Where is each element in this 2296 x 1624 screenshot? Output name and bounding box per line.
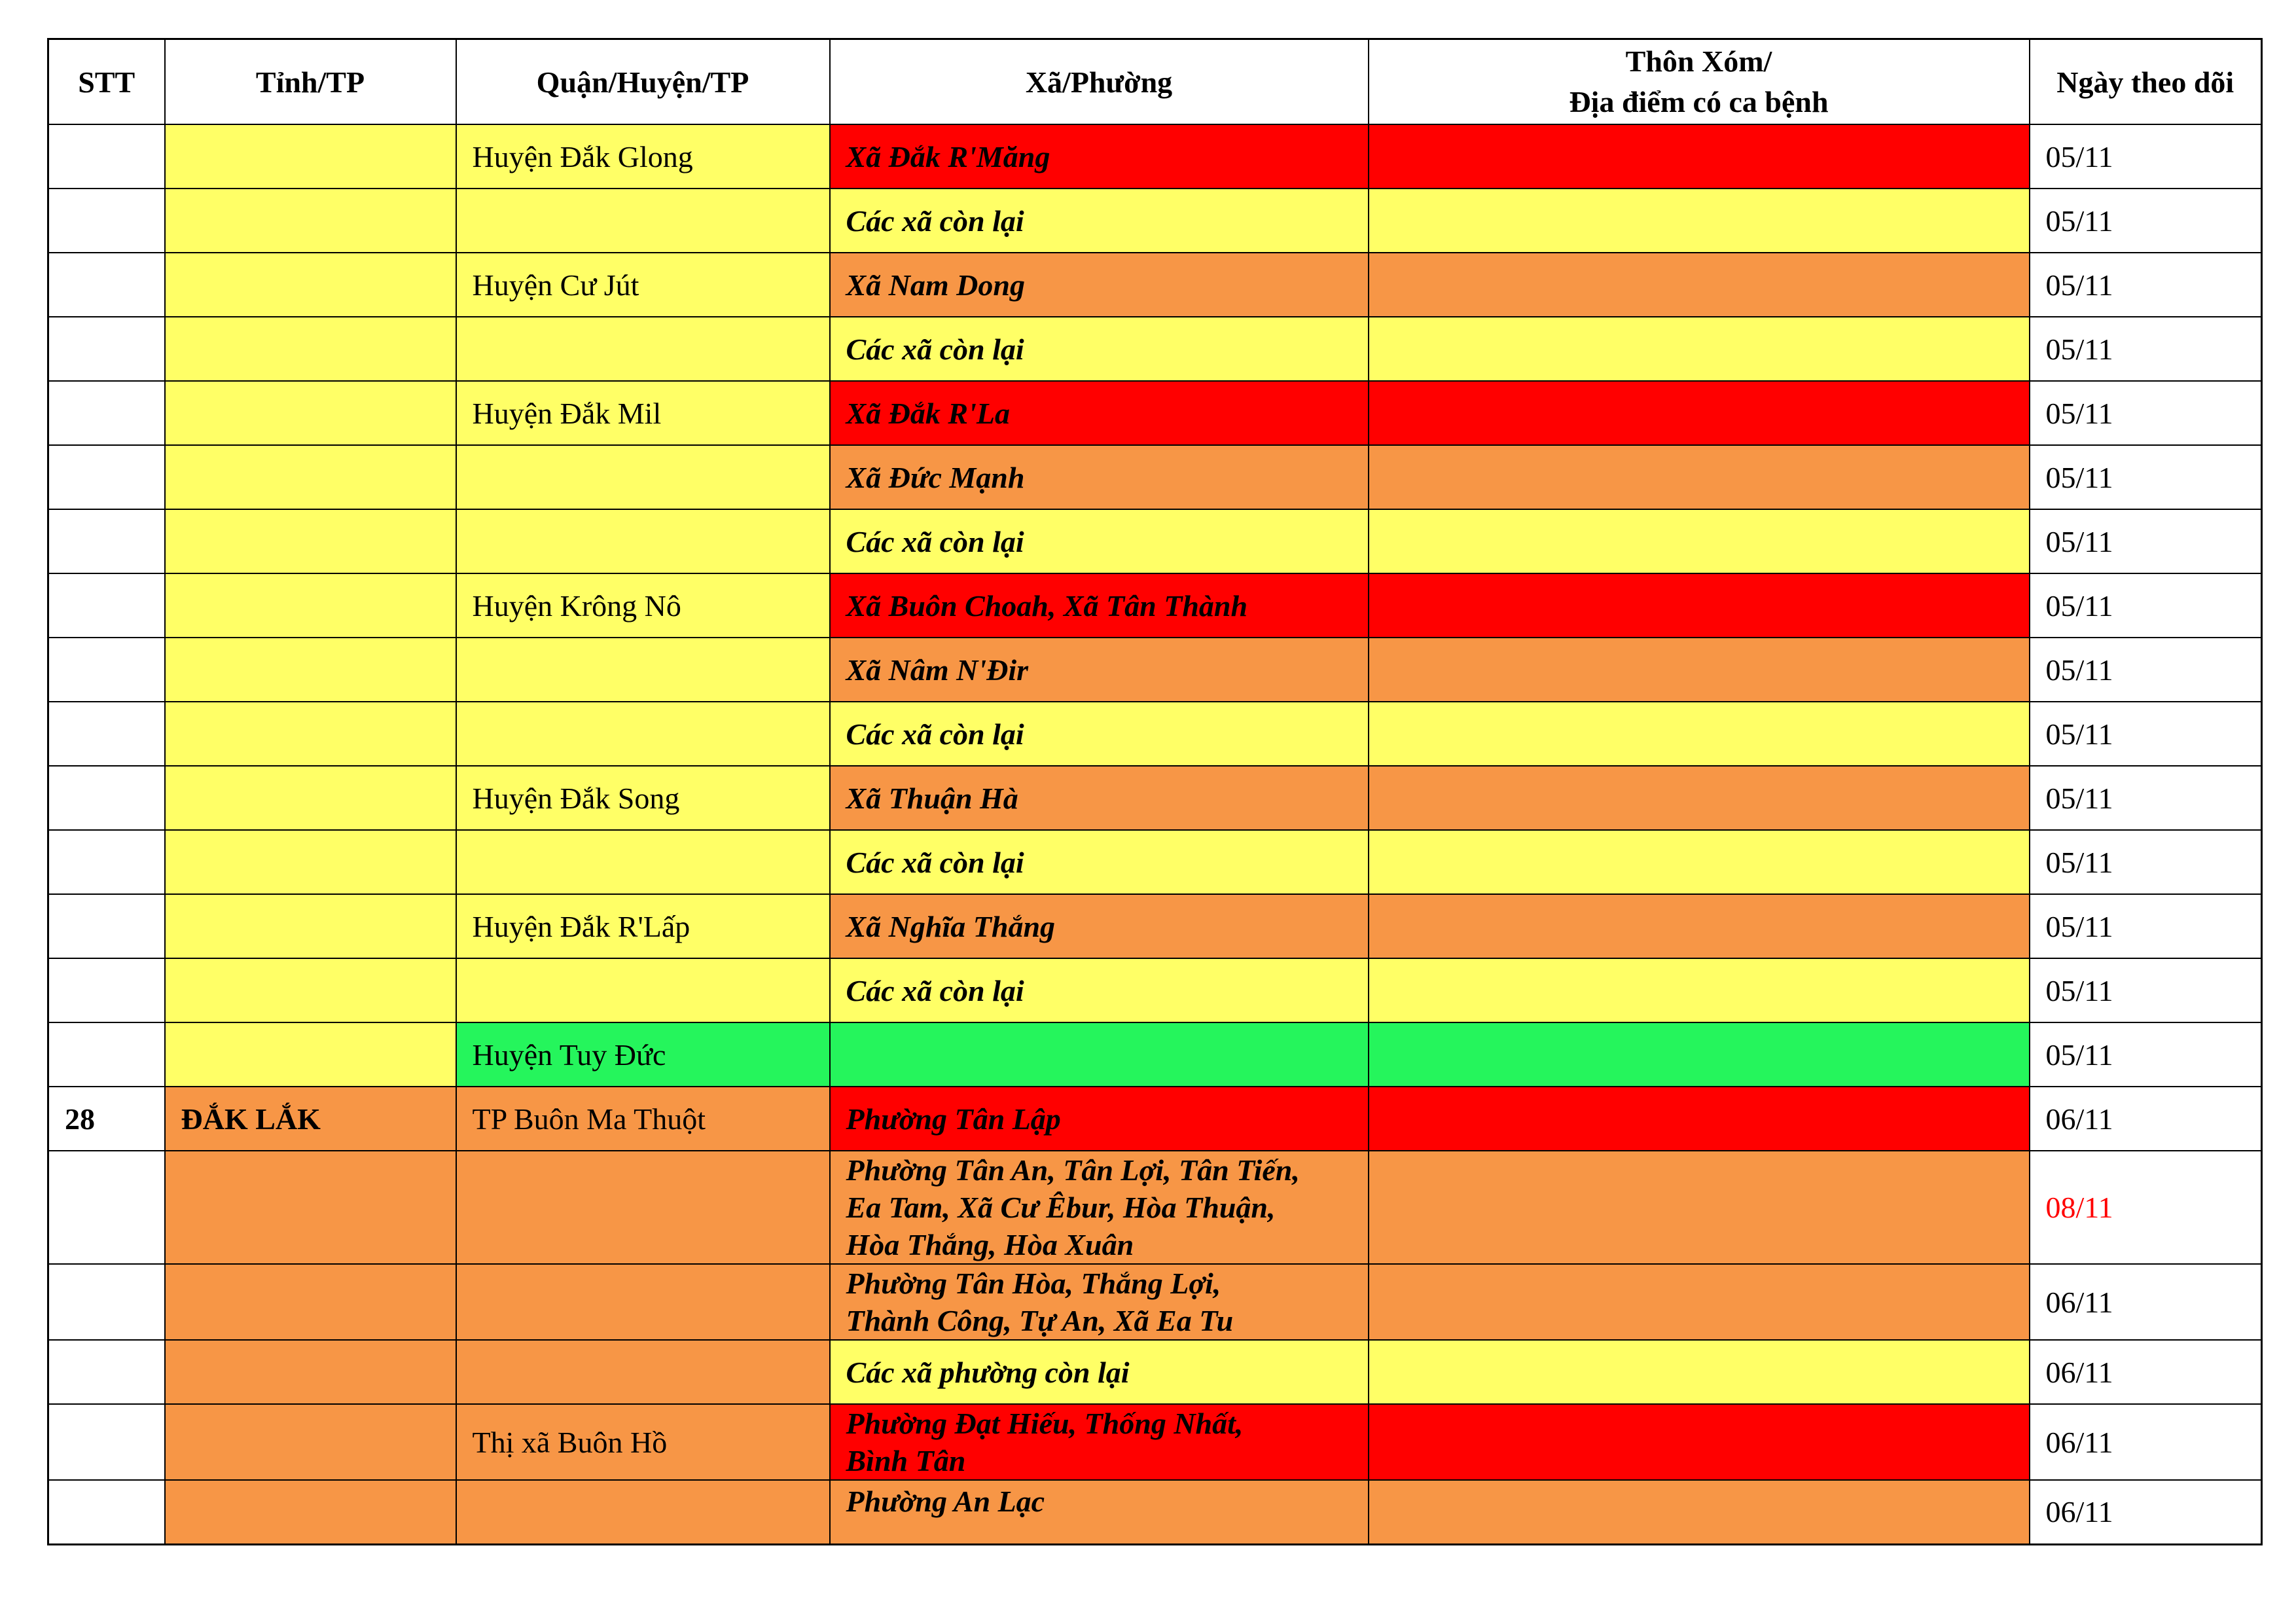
ward-cell bbox=[830, 1151, 1369, 1264]
date-cell: 05/11 bbox=[2030, 317, 2262, 381]
stt-cell bbox=[48, 1022, 165, 1087]
stt-cell bbox=[48, 1404, 165, 1480]
district-cell bbox=[456, 638, 830, 702]
table-row bbox=[48, 573, 2262, 638]
ward-line: Ea Tam, Xã Cư Êbur, Hòa Thuận, bbox=[846, 1191, 1276, 1224]
date-cell: 05/11 bbox=[2030, 638, 2262, 702]
header-location-line: Thôn Xóm/ bbox=[1625, 45, 1772, 78]
ward-cell bbox=[830, 253, 1369, 317]
stt-cell bbox=[48, 189, 165, 253]
ward-cell bbox=[830, 445, 1369, 509]
ward-line: Xã Nghĩa Thắng bbox=[846, 909, 1056, 943]
district-cell bbox=[456, 189, 830, 253]
ward-cell bbox=[830, 1264, 1369, 1340]
district-cell bbox=[456, 1264, 830, 1340]
table-row bbox=[48, 317, 2262, 381]
stt-cell bbox=[48, 958, 165, 1022]
stt-cell bbox=[48, 317, 165, 381]
district-cell: Huyện Tuy Đức bbox=[456, 1022, 830, 1087]
ward-line: Các xã còn lại bbox=[846, 845, 1024, 879]
ward-line: Bình Tân bbox=[846, 1444, 966, 1477]
table-row bbox=[48, 1087, 2262, 1151]
header-district: Quận/Huyện/TP bbox=[456, 39, 830, 125]
location-cell bbox=[1369, 1264, 2030, 1340]
location-cell bbox=[1369, 509, 2030, 573]
ward-line: Các xã còn lại bbox=[846, 524, 1024, 558]
province-cell bbox=[165, 253, 456, 317]
province-cell bbox=[165, 958, 456, 1022]
district-cell bbox=[456, 958, 830, 1022]
location-cell bbox=[1369, 766, 2030, 830]
location-cell bbox=[1369, 1480, 2030, 1544]
district-cell: Huyện Đắk Mil bbox=[456, 381, 830, 445]
ward-cell bbox=[830, 958, 1369, 1022]
location-cell bbox=[1369, 189, 2030, 253]
ward-cell bbox=[830, 317, 1369, 381]
district-cell: Huyện Đắk R'Lấp bbox=[456, 894, 830, 958]
ward-line: Xã Đắk R'La bbox=[846, 396, 1010, 430]
header-ward: Xã/Phường bbox=[830, 39, 1369, 125]
location-cell bbox=[1369, 253, 2030, 317]
header-location-line: Địa điểm có ca bệnh bbox=[1569, 85, 1829, 118]
date-cell: 05/11 bbox=[2030, 766, 2262, 830]
stt-cell: 28 bbox=[48, 1087, 165, 1151]
ward-cell bbox=[830, 766, 1369, 830]
table-row bbox=[48, 830, 2262, 894]
ward-cell bbox=[830, 573, 1369, 638]
location-cell bbox=[1369, 445, 2030, 509]
location-cell bbox=[1369, 573, 2030, 638]
location-cell bbox=[1369, 1404, 2030, 1480]
province-cell bbox=[165, 638, 456, 702]
ward-cell bbox=[830, 1404, 1369, 1480]
ward-line: Các xã còn lại bbox=[846, 332, 1024, 366]
date-cell: 05/11 bbox=[2030, 509, 2262, 573]
date-cell: 05/11 bbox=[2030, 253, 2262, 317]
stt-cell bbox=[48, 509, 165, 573]
district-cell bbox=[456, 445, 830, 509]
date-cell: 05/11 bbox=[2030, 894, 2262, 958]
district-cell: Huyện Đắk Song bbox=[456, 766, 830, 830]
district-cell bbox=[456, 702, 830, 766]
location-cell bbox=[1369, 381, 2030, 445]
location-cell bbox=[1369, 1340, 2030, 1404]
province-cell bbox=[165, 189, 456, 253]
table-header bbox=[48, 39, 2262, 125]
table-row bbox=[48, 894, 2262, 958]
ward-line: Phường An Lạc bbox=[846, 1485, 1045, 1518]
ward-cell bbox=[830, 894, 1369, 958]
table-row bbox=[48, 1340, 2262, 1404]
ward-cell bbox=[830, 1022, 1369, 1087]
ward-line: Các xã phường còn lại bbox=[846, 1355, 1130, 1389]
province-cell bbox=[165, 1264, 456, 1340]
ward-line: Phường Tân An, Tân Lợi, Tân Tiến, bbox=[846, 1153, 1300, 1187]
stt-cell bbox=[48, 1340, 165, 1404]
district-cell: Thị xã Buôn Hồ bbox=[456, 1404, 830, 1480]
province-cell bbox=[165, 317, 456, 381]
stt-cell bbox=[48, 253, 165, 317]
ward-line: Xã Thuận Hà bbox=[846, 781, 1018, 815]
date-cell: 06/11 bbox=[2030, 1404, 2262, 1480]
date-cell: 05/11 bbox=[2030, 958, 2262, 1022]
location-cell bbox=[1369, 1022, 2030, 1087]
district-cell: Huyện Cư Jút bbox=[456, 253, 830, 317]
stt-cell bbox=[48, 702, 165, 766]
district-cell bbox=[456, 830, 830, 894]
district-cell bbox=[456, 1340, 830, 1404]
stt-cell bbox=[48, 124, 165, 189]
stt-cell bbox=[48, 638, 165, 702]
district-cell bbox=[456, 317, 830, 381]
province-cell bbox=[165, 445, 456, 509]
stt-cell bbox=[48, 830, 165, 894]
stt-cell bbox=[48, 1264, 165, 1340]
ward-line: Phường Tân Lập bbox=[846, 1102, 1061, 1136]
ward-line: Phường Đạt Hiếu, Thống Nhất, bbox=[846, 1407, 1244, 1440]
header-date: Ngày theo dõi bbox=[2030, 39, 2262, 125]
stt-cell bbox=[48, 766, 165, 830]
date-cell: 05/11 bbox=[2030, 1022, 2262, 1087]
province-cell bbox=[165, 1022, 456, 1087]
stt-cell bbox=[48, 1480, 165, 1544]
ward-cell bbox=[830, 638, 1369, 702]
location-cell bbox=[1369, 894, 2030, 958]
table-row bbox=[48, 1480, 2262, 1544]
province-cell bbox=[165, 702, 456, 766]
date-cell: 06/11 bbox=[2030, 1340, 2262, 1404]
ward-cell bbox=[830, 702, 1369, 766]
ward-cell bbox=[830, 1087, 1369, 1151]
date-cell: 05/11 bbox=[2030, 189, 2262, 253]
ward-line: Các xã còn lại bbox=[846, 717, 1024, 751]
ward-cell bbox=[830, 830, 1369, 894]
date-cell: 05/11 bbox=[2030, 830, 2262, 894]
table-row bbox=[48, 1404, 2262, 1480]
province-cell bbox=[165, 1404, 456, 1480]
district-cell: Huyện Đắk Glong bbox=[456, 124, 830, 189]
stt-cell bbox=[48, 573, 165, 638]
table-row bbox=[48, 702, 2262, 766]
date-cell: 05/11 bbox=[2030, 573, 2262, 638]
stt-cell bbox=[48, 1151, 165, 1264]
province-cell bbox=[165, 894, 456, 958]
stt-cell bbox=[48, 445, 165, 509]
table-body bbox=[48, 124, 2262, 1544]
header-stt: STT bbox=[48, 39, 165, 125]
date-cell: 05/11 bbox=[2030, 124, 2262, 189]
location-cell bbox=[1369, 317, 2030, 381]
district-cell bbox=[456, 1151, 830, 1264]
ward-line: Xã Nâm N'Đir bbox=[846, 653, 1029, 687]
table-row bbox=[48, 189, 2262, 253]
date-cell: 05/11 bbox=[2030, 445, 2262, 509]
table-row bbox=[48, 124, 2262, 189]
ward-cell bbox=[830, 1480, 1369, 1544]
location-cell bbox=[1369, 958, 2030, 1022]
location-cell bbox=[1369, 1087, 2030, 1151]
date-cell: 06/11 bbox=[2030, 1087, 2262, 1151]
province-cell: ĐẮK LẮK bbox=[165, 1087, 456, 1151]
district-cell bbox=[456, 509, 830, 573]
ward-cell bbox=[830, 1340, 1369, 1404]
ward-line: Hòa Thắng, Hòa Xuân bbox=[846, 1228, 1134, 1261]
table-row bbox=[48, 766, 2262, 830]
ward-line: Xã Buôn Choah, Xã Tân Thành bbox=[846, 588, 1248, 623]
province-cell bbox=[165, 381, 456, 445]
district-cell: TP Buôn Ma Thuột bbox=[456, 1087, 830, 1151]
province-cell bbox=[165, 124, 456, 189]
table-row bbox=[48, 509, 2262, 573]
location-cell bbox=[1369, 124, 2030, 189]
ward-cell bbox=[830, 124, 1369, 189]
province-cell bbox=[165, 1480, 456, 1544]
province-cell bbox=[165, 573, 456, 638]
ward-line: Các xã còn lại bbox=[846, 204, 1024, 238]
table-row bbox=[48, 1151, 2262, 1264]
ward-line: Thành Công, Tự An, Xã Ea Tu bbox=[846, 1304, 1234, 1337]
header-province: Tỉnh/TP bbox=[165, 39, 456, 125]
ward-line: Xã Nam Dong bbox=[846, 268, 1025, 302]
location-cell bbox=[1369, 702, 2030, 766]
header-location bbox=[1369, 39, 2030, 125]
table-row bbox=[48, 445, 2262, 509]
tracking-table bbox=[47, 38, 2263, 1545]
date-cell: 08/11 bbox=[2030, 1151, 2262, 1264]
province-cell bbox=[165, 1151, 456, 1264]
district-cell bbox=[456, 1480, 830, 1544]
ward-cell bbox=[830, 381, 1369, 445]
date-cell: 05/11 bbox=[2030, 381, 2262, 445]
province-cell bbox=[165, 509, 456, 573]
province-cell bbox=[165, 1340, 456, 1404]
ward-line: Các xã còn lại bbox=[846, 973, 1024, 1007]
header-row bbox=[48, 39, 2262, 125]
ward-cell bbox=[830, 509, 1369, 573]
province-cell bbox=[165, 830, 456, 894]
table-row bbox=[48, 638, 2262, 702]
date-cell: 05/11 bbox=[2030, 702, 2262, 766]
table-row bbox=[48, 381, 2262, 445]
table-row bbox=[48, 958, 2262, 1022]
location-cell bbox=[1369, 638, 2030, 702]
location-cell bbox=[1369, 830, 2030, 894]
table-row bbox=[48, 1022, 2262, 1087]
ward-line: Phường Tân Hòa, Thắng Lợi, bbox=[846, 1267, 1221, 1300]
table-row bbox=[48, 253, 2262, 317]
ward-cell bbox=[830, 189, 1369, 253]
date-cell: 06/11 bbox=[2030, 1264, 2262, 1340]
ward-line: Xã Đắk R'Măng bbox=[846, 139, 1050, 173]
table-row bbox=[48, 1264, 2262, 1340]
ward-line: Xã Đức Mạnh bbox=[846, 460, 1025, 494]
location-cell bbox=[1369, 1151, 2030, 1264]
province-cell bbox=[165, 766, 456, 830]
date-cell: 06/11 bbox=[2030, 1480, 2262, 1544]
district-cell: Huyện Krông Nô bbox=[456, 573, 830, 638]
stt-cell bbox=[48, 894, 165, 958]
stt-cell bbox=[48, 381, 165, 445]
